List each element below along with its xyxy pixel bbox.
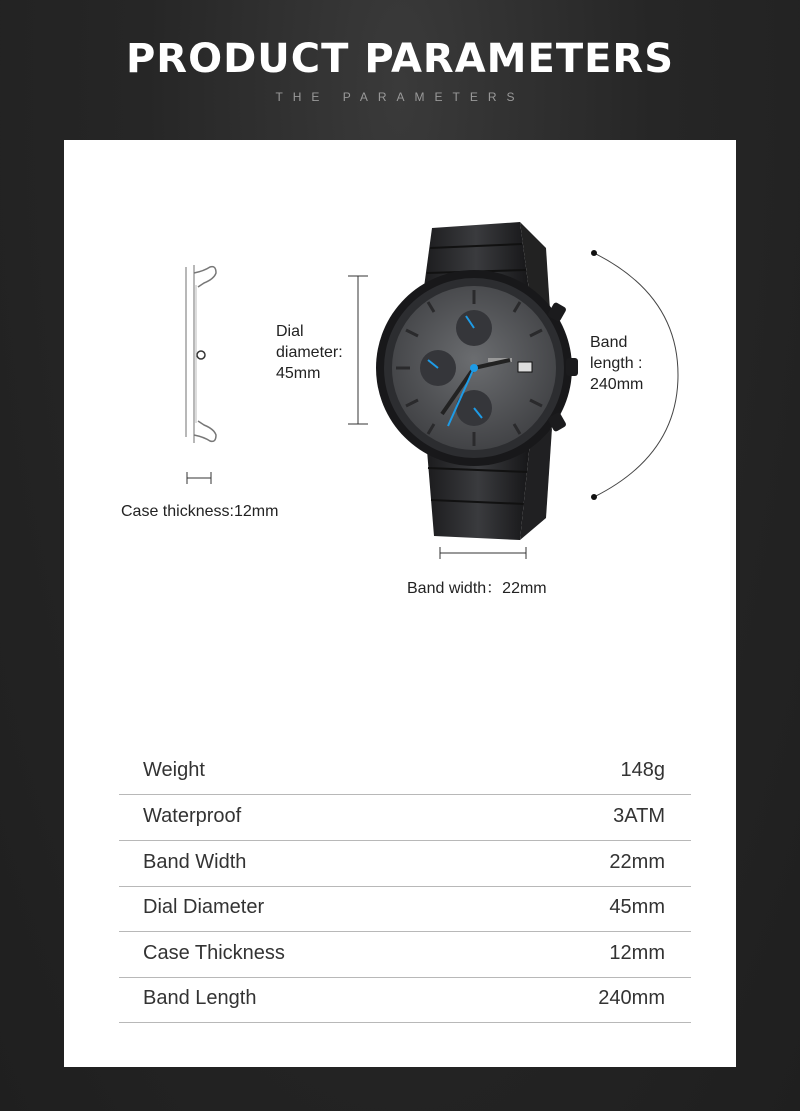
spec-name: Waterproof — [143, 805, 242, 827]
spec-name: Band Length — [143, 987, 257, 1009]
spec-name: Band Width — [143, 851, 247, 873]
page-subtitle: THE PARAMETERS — [275, 90, 525, 104]
page-title: PRODUCT PARAMETERS — [125, 36, 675, 82]
spec-name: Dial Diameter — [143, 896, 265, 918]
watch-front-image — [370, 218, 582, 548]
spec-value: 22mm — [609, 851, 665, 873]
spec-row-band-width — [119, 841, 691, 887]
spec-row-waterproof — [119, 795, 691, 841]
spec-value: 3ATM — [613, 805, 665, 827]
spec-value: 240mm — [598, 987, 665, 1009]
spec-row-dial-diameter — [119, 886, 691, 932]
band-length-label-line2: length : — [590, 355, 643, 372]
dial-diameter-label-line2: diameter: — [276, 344, 343, 361]
band-width-marker-icon — [438, 545, 528, 561]
band-width-label: Band width：22mm — [407, 580, 547, 597]
watch-side-profile-icon — [174, 265, 224, 445]
spec-value: 148g — [620, 759, 665, 781]
spec-row-case-thickness — [119, 932, 691, 978]
spec-name: Case Thickness — [143, 942, 285, 964]
spec-name: Weight — [143, 759, 205, 781]
band-length-label-line3: 240mm — [590, 376, 644, 393]
spec-value: 12mm — [609, 942, 665, 964]
parameters-card — [64, 140, 736, 1067]
band-length-label-line1: Band — [590, 334, 628, 351]
spec-row-band-length — [119, 977, 691, 1023]
dial-diameter-marker-icon — [346, 274, 370, 426]
case-thickness-marker-icon — [184, 470, 214, 486]
dial-diameter-label-line1: Dial — [276, 323, 304, 340]
dial-diameter-label-line3: 45mm — [276, 365, 321, 382]
spec-row-weight — [119, 749, 691, 795]
case-thickness-label: Case thickness:12mm — [121, 503, 279, 520]
spec-value: 45mm — [609, 896, 665, 918]
